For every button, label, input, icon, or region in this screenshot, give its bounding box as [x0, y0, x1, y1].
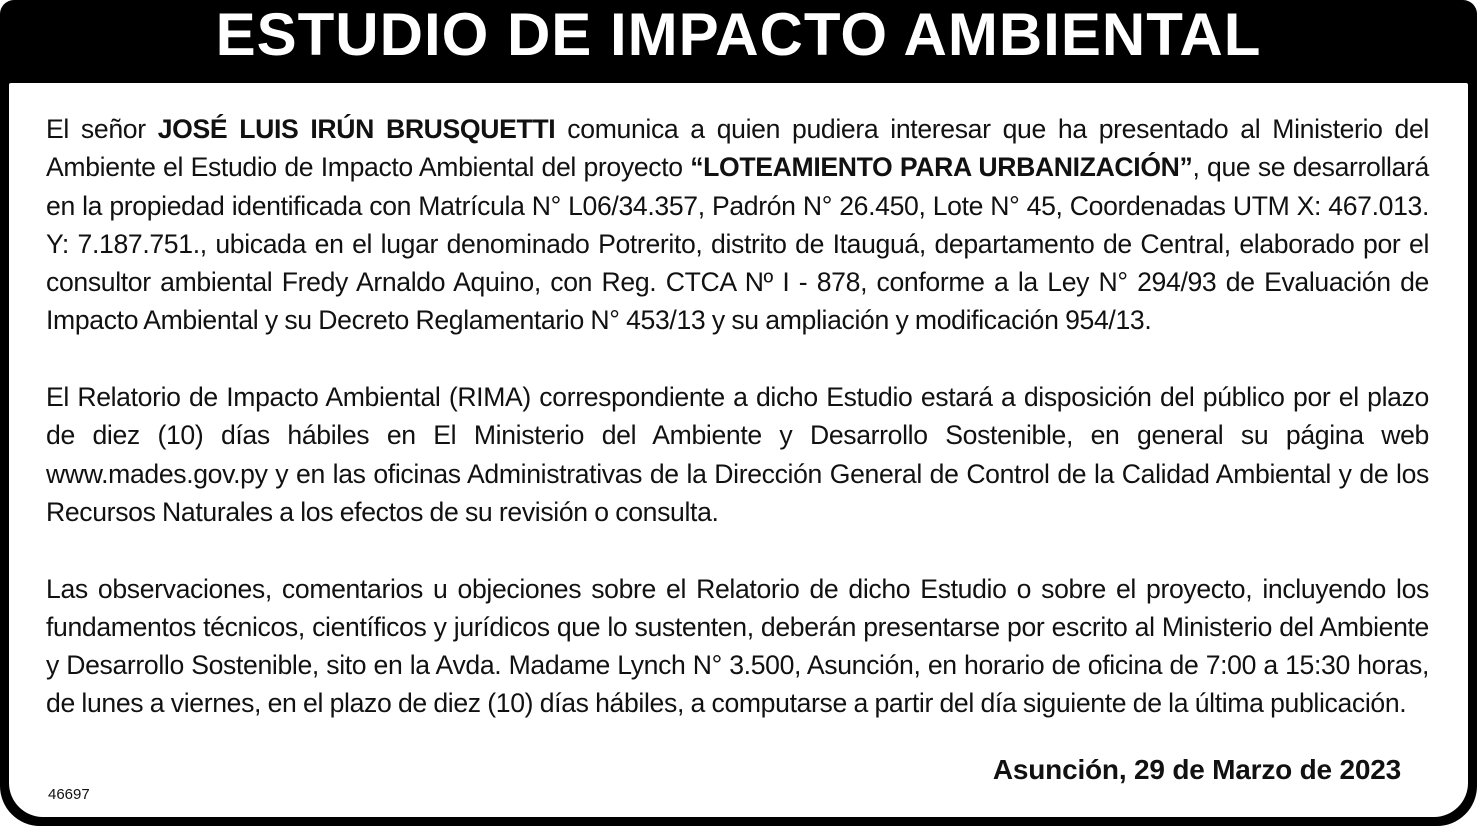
- applicant-name: JOSÉ LUIS IRÚN BRUSQUETTI: [157, 114, 556, 144]
- reference-number: 46697: [48, 786, 90, 803]
- paragraph-2: El Relatorio de Impacto Ambiental (RIMA) correspondiente a dicho Estudio estará a disposición del público por el plazo de diez (10) días hábiles en El Ministerio del Ambiente y Desarrollo Sostenible, en general su página web www.mades.gov.py y en las oficinas Administrativas de la Dirección General de Control de la Calidad Ambiental y de los Recursos Naturales a los efectos de su revisión o consulta.: [46, 382, 1429, 527]
- project-name: “LOTEAMIENTO PARA URBANIZACIÓN”: [690, 152, 1193, 183]
- paragraph-1-intro: El señor: [46, 114, 158, 144]
- paragraph-1-text: comunica a quien pudiera interesar que ha presentado al Ministerio del Ambiente el Estudio de Impacto Ambiental del proyecto: [46, 114, 1429, 183]
- paragraph-1: [46, 110, 1429, 340]
- paragraph-1-details: , que se desarrollará en la propiedad identificada con Matrícula N° L06/34.357, Padrón N° 26.450, Lote N° 45, Coordenadas UTM X: 467.013. Y: 7.187.751., ubicada en el lugar denominado Potrerito, distrito de Itauguá, departamento de Central, elaborado por el consultor ambiental Fredy Arnaldo Aquino, con Reg. CTCA Nº I - 878, conforme a la Ley N° 294/93 de Evaluación de Impacto Ambiental y su Decreto Reglamentario N° 453/13 y su ampliación y modificación 954/13.: [46, 152, 1429, 336]
- paragraph-3: Las observaciones, comentarios u objeciones sobre el Relatorio de dicho Estudio o sobre el proyecto, incluyendo los fundamentos técnicos, científicos y jurídicos que lo sustenten, deberán presentarse por escrito al Ministerio del Ambiente y Desarrollo Sostenible, sito en la Avda. Madame Lynch N° 3.500, Asunción, en horario de oficina de 7:00 a 15:30 horas, de lunes a viernes, en el plazo de diez (10) días hábiles, a computarse a partir del día siguiente de la última publicación.: [46, 573, 1429, 719]
- notice-text: [46, 110, 1429, 761]
- notice-title: ESTUDIO DE IMPACTO AMBIENTAL: [215, 1, 1262, 68]
- notice-date: Asunción, 29 de Marzo de 2023: [992, 754, 1401, 785]
